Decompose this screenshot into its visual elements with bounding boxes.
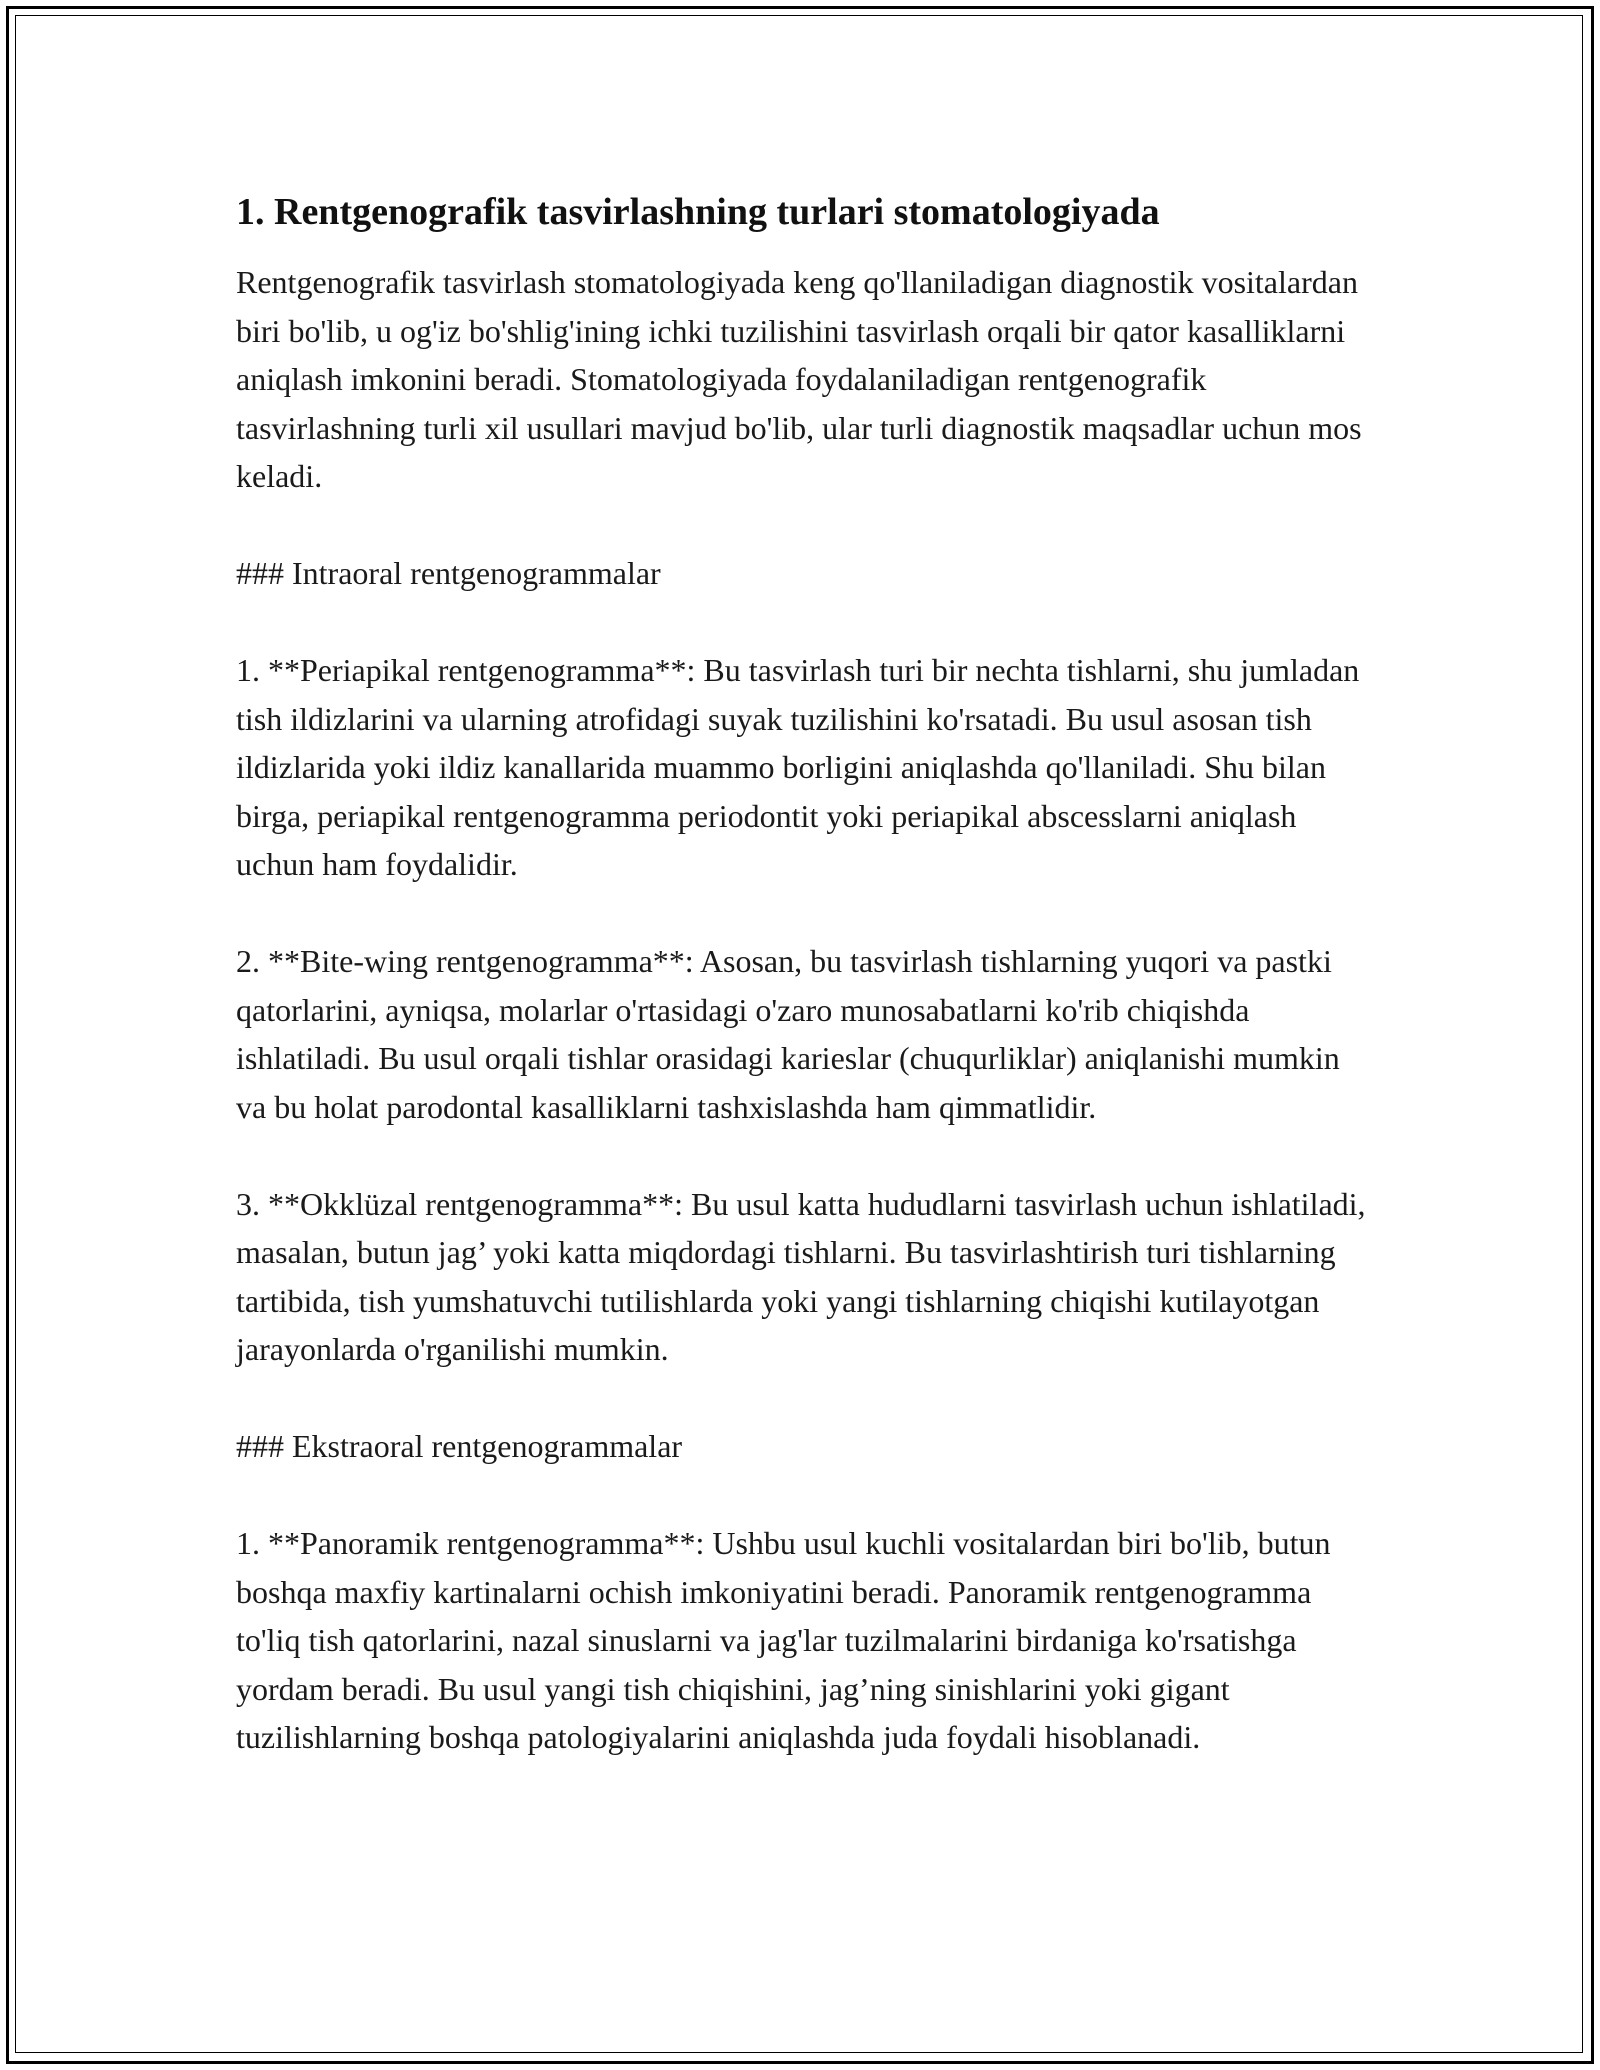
document-title: 1. Rentgenografik tasvirlashning turlari stomatologiyada [236,191,1160,233]
section-heading-ekstraoral: ### Ekstraoral rentgenogrammalar [236,1428,683,1464]
list-item-panoramik: 1. **Panoramik rentgenogramma**: Ushbu usul kuchli vositalardan biri bo'lib, butun boshqa maxfiy kartinalarni ochish imkoniyatini beradi. Panoramik rentgenogramma to'liq tish qatorlarini, nazal sinuslarni va jag'lar tuzilmalarini birdaniga ko'rsatishga yordam beradi. Bu usul yangi tish chiqishini, jag’ning sinishlarini yoki gigant tuzilishlarning boshqa patologiyalarini aniqlashda juda foydali hisoblanadi. [236,1525,1331,1755]
list-item-bite-wing: 2. **Bite-wing rentgenogramma**: Asosan, bu tasvirlash tishlarning yuqori va pastki qatorlarini, ayniqsa, molarlar o'rtasidagi o'zaro munosabatlarni ko'rib chiqishda ishlatiladi. Bu usul orqali tishlar orasidagi karieslar (chuqurliklar) aniqlanishi mumkin va bu holat parodontal kasalliklarni tashxislashda ham qimmatlidir. [236,943,1340,1125]
intro-paragraph: Rentgenografik tasvirlash stomatologiyada keng qo'llaniladigan diagnostik vositalardan biri bo'lib, u og'iz bo'shlig'ining ichki tuzilishini tasvirlash orqali bir qator kasalliklarni aniqlash imkonini beradi. Stomatologiyada foydalaniladigan rentgenografik tasvirlashning turli xil usullari mavjud bo'lib, ular turli diagnostik maqsadlar uchun mos keladi. [236,264,1362,494]
list-item-okkluzal: 3. **Okklüzal rentgenogramma**: Bu usul katta hududlarni tasvirlash uchun ishlatiladi, masalan, butun jag’ yoki katta miqdordagi tishlarni. Bu tasvirlashtirish turi tishlarning tartibida, tish yumshatuvchi tutilishlarda yoki yangi tishlarning chiqishi kutilayotgan jarayonlarda o'rganilishi mumkin. [236,1185,1366,1367]
list-item-periapikal: 1. **Periapikal rentgenogramma**: Bu tasvirlash turi bir nechta tishlarni, shu jumladan tish ildizlarini va ularning atrofidagi suyak tuzilishini ko'rsatadi. Bu usul asosan tish ildizlarida yoki ildiz kanallarida muammo borligini aniqlashda qo'llaniladi. Shu bilan birga, periapikal rentgenogramma periodontit yoki periapikal abscesslarni aniqlash uchun ham foydalidir. [236,652,1360,882]
section-heading-intraoral: ### Intraoral rentgenogrammalar [236,555,661,591]
document-body [236,188,1376,1762]
